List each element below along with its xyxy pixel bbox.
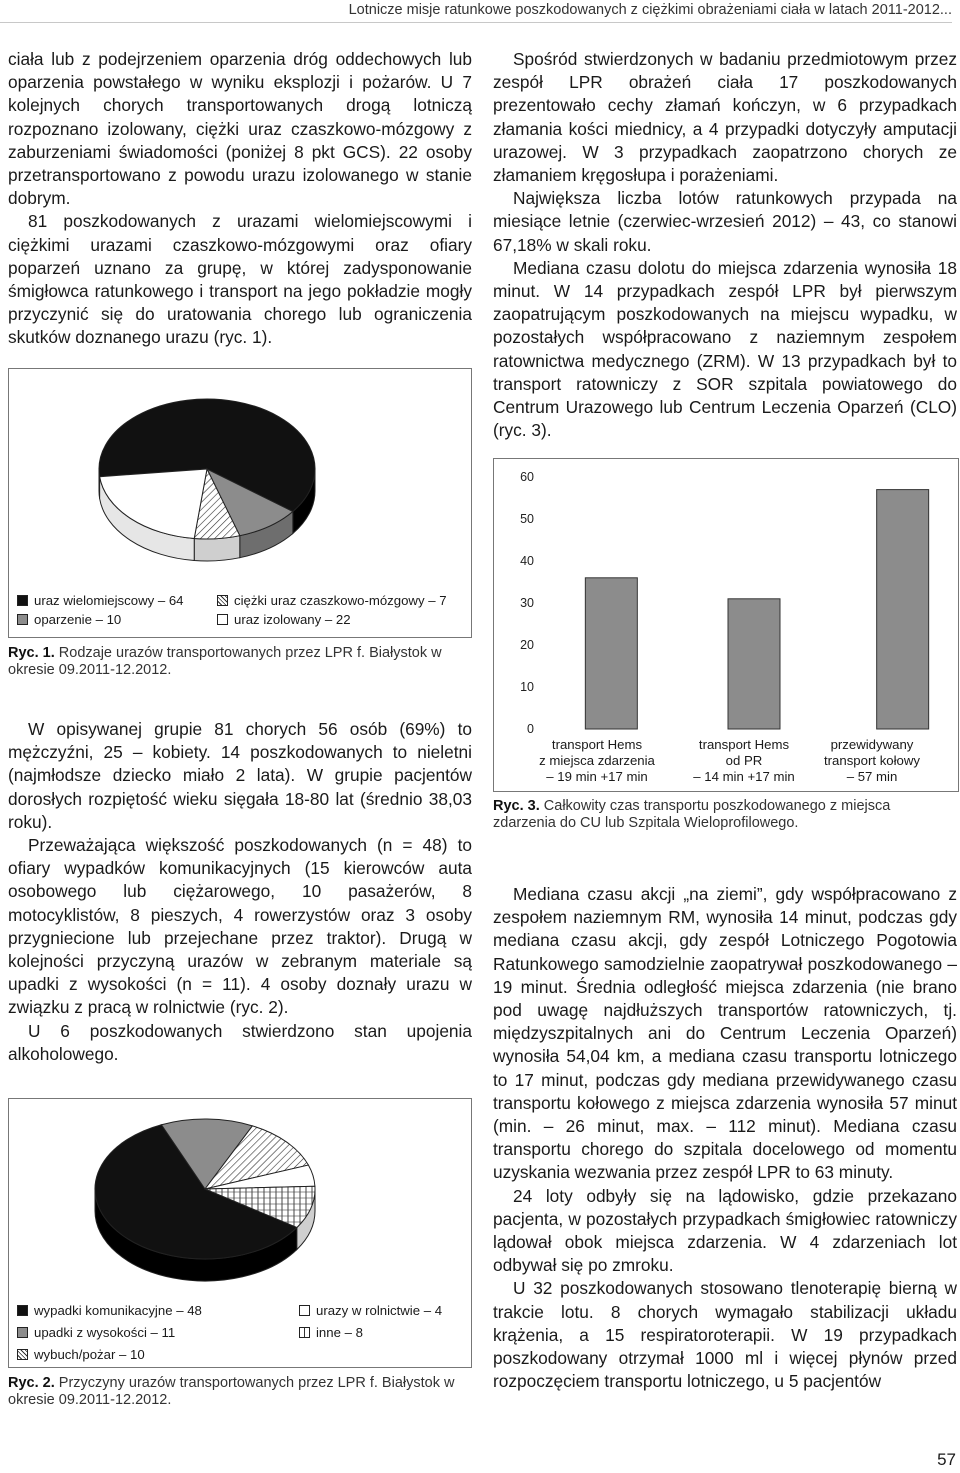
x-label-line: transport Hems — [698, 737, 790, 752]
legend-item — [17, 1347, 145, 1363]
x-label-line: – 57 min — [846, 769, 898, 784]
left-column-middle-text — [8, 718, 472, 1066]
figure-2-pie-chart — [8, 1098, 472, 1368]
legend-swatch — [217, 614, 228, 625]
x-label-line: od PR — [725, 753, 763, 768]
caption-text: Rodzaje urazów transportowanych przez LPR f. Białystok w okresie 09.2011-12.2012. — [8, 645, 442, 678]
paragraph: U 32 poszkodowanych stosowano tlenoterapię bierną w trakcie lotu. 8 chorych wymagało stabilizacji układu krążenia, a 15 respiratoroterapii. W 19 przypadkach poszkodowany otrzymał 1000 ml i więcej płynów przed rozpoczęciem transportu lotniczego, u 5 pacjentów — [493, 1278, 957, 1392]
legend-label: inne – 8 — [316, 1325, 363, 1340]
legend-label: wypadki komunikacyjne – 48 — [34, 1303, 202, 1318]
running-head-text: Lotnicze misje ratunkowe poszkodowanych z ciężkimi obrażeniami ciała w latach 2011-2012... — [348, 2, 952, 18]
paragraph: ciała lub z podejrzeniem oparzenia dróg oddechowych lub oparzenia powstałego w wyniku eksplozji i pożarów. U 7 kolejnych chorych transportowanych drogą lotniczą rozpoznano izolowany, ciężki uraz czaszkowo-mózgowy z zaburzeniami świadomości (poniżej 8 pkt GCS). 22 osoby przetransportowano z powodu urazu izolowanego w stanie dobrym. — [8, 49, 472, 209]
x-label-line: – 14 min +17 min — [693, 769, 795, 784]
paragraph: Przeważająca większość poszkodowanych (n = 48) to ofiary wypadków komunikacyjnych (15 kierowców auta osobowego lub ciężarowego, 10 pasażerów, 8 motocyklistów, 8 pieszych, 4 rowerzystów oraz 3 osoby przygniecione lub przejechane przez traktor). Drugą w kolejności przyczyną urazów w zebranym materiale są upadki z wysokości (n = 11). 4 osoby doznały urazu w związku z pracą w rolnictwie (ryc. 2). — [8, 835, 472, 1018]
legend-item — [17, 1303, 202, 1319]
legend-item — [299, 1325, 363, 1341]
y-tick-label: 0 — [527, 722, 534, 736]
x-label-line: transport kołowy — [823, 753, 920, 768]
figure-2-caption — [8, 1375, 472, 1409]
legend-swatch — [17, 1349, 28, 1360]
x-label-line: z miejsca zdarzenia — [539, 753, 655, 768]
caption-text: Przyczyny urazów transportowanych przez LPR f. Białystok w okresie 09.2011-12.2012. — [8, 1375, 455, 1408]
caption-label: Ryc. 3. — [493, 798, 540, 814]
legend-swatch — [17, 1305, 28, 1316]
legend-swatch — [299, 1305, 310, 1316]
y-tick-label: 60 — [520, 470, 534, 484]
paragraph: W opisywanej grupie 81 chorych 56 osób (69%) to mężczyźni, 25 – kobiety. 14 poszkodowanych to nieletni (najmłodsze dziecko miało 2 lata). W grupie pacjentów dorosłych rozpiętość wieku sięgała 18-80 lat (średnio 38,03 roku). — [8, 719, 472, 832]
left-column-top-text — [8, 48, 472, 350]
legend-item — [17, 593, 184, 609]
legend-item — [17, 612, 121, 628]
y-tick-label: 30 — [520, 596, 534, 610]
figure-1-caption — [8, 645, 472, 679]
legend-label: upadki z wysokości – 11 — [34, 1325, 176, 1340]
x-label-line: – 19 min +17 min — [546, 769, 648, 784]
legend-item — [17, 1325, 175, 1341]
page-number: 57 — [937, 1450, 956, 1469]
legend-label: ciężki uraz czaszkowo-mózgowy – 7 — [234, 593, 447, 608]
legend-swatch — [217, 595, 228, 606]
right-column-bottom-text — [493, 883, 957, 1393]
figure-1-legend — [9, 369, 471, 637]
paragraph: Największa liczba lotów ratunkowych przypada na miesiące letnie (czerwiec-wrzesień 2012) – 43, co stanowi 67,18% w skali roku. — [493, 188, 957, 255]
x-label-line: transport Hems — [551, 737, 643, 752]
y-tick-label: 50 — [520, 512, 534, 526]
right-column-top-text — [493, 48, 957, 442]
bar — [877, 490, 929, 729]
legend-label: uraz wielomiejscowy – 64 — [34, 593, 184, 608]
legend-label: wybuch/pożar – 10 — [34, 1347, 145, 1362]
x-label-line: przewidywany — [830, 737, 914, 752]
legend-label: oparzenie – 10 — [34, 612, 122, 627]
legend-item — [217, 612, 351, 628]
bar-chart-svg — [494, 459, 958, 749]
caption-text: Całkowity czas transportu poszkodowanego z miejsca zdarzenia do CU lub Szpitala Wieloprofilowego. — [493, 798, 891, 831]
y-tick-label: 20 — [520, 638, 534, 652]
legend-swatch — [17, 1327, 28, 1338]
figure-2-legend — [9, 1099, 471, 1367]
paragraph: Mediana czasu akcji „na ziemi”, gdy współpracowano z zespołem naziemnym RM, wynosiła 14 minut, podczas gdy mediana czasu akcji, gdy zespół Lotniczego Pogotowia Ratunkowego samodzielnie zaopatrywał poszkodowanego – 19 minut. Średnia odległość miejsca zdarzenia (nie brano pod uwagę najdłuższych transportów ratowniczych, tj. międzyszpitalnych ani do Centrum Leczenia Oparzeń) wynosiła 54,04 km, a mediana czasu transportu lotniczego to 17 minut, podczas gdy mediana przewidywanego czasu transportu kołowego z miejsca zdarzenia wynosiła 57 minut (min. – 26 minut, max. – 112 minut). Mediana czasu transportu chorego do szpitala docelowego od momentu uzyskania wezwania przez zespół LPR to 63 minuty. — [493, 884, 957, 1183]
paragraph: 24 loty odbyły się na lądowisko, gdzie przekazano pacjenta, w pozostałych przypadkach śmigłowiec ratowniczy lądował obok miejsca zdarzenia. W 4 zdarzeniach lot odbywał się po zmroku. — [493, 1185, 957, 1276]
figure-1-pie-chart — [8, 368, 472, 638]
running-head — [0, 0, 952, 23]
legend-swatch — [17, 595, 28, 606]
caption-label: Ryc. 1. — [8, 645, 55, 661]
legend-item — [217, 593, 447, 609]
paragraph: 81 poszkodowanych z urazami wielomiejscowymi i ciężkimi urazami czaszkowo-mózgowymi oraz ofiary poparzeń uznano za grupę, w której zadysponowanie śmigłowca ratunkowego i transport na jego pokładzie mogły przyczynić się do uratowania chorego lub ograniczenia skutków doznanego urazu (ryc. 1). — [8, 211, 472, 348]
caption-label: Ryc. 2. — [8, 1375, 55, 1391]
legend-swatch — [299, 1327, 310, 1338]
bar — [585, 578, 637, 729]
paragraph: Spośród stwierdzonych w badaniu przedmiotowym przez zespół LPR obrażeń ciała 17 poszkodowanych prezentowało cechy złamań kończyn, w 6 przypadkach złamania kości miednicy, a 4 przypadki dotyczyły amputacji urazowej. W 3 przypadkach zaopatrzono chorych ze złamaniem kręgosłupa i porażeniami. — [493, 49, 957, 186]
legend-item — [299, 1303, 442, 1319]
y-tick-label: 40 — [520, 554, 534, 568]
bar — [728, 599, 780, 729]
figure-3-bar-chart — [493, 458, 959, 792]
figure-3-caption — [493, 798, 957, 832]
x-axis-label-2 — [674, 737, 814, 785]
paragraph: U 6 poszkodowanych stwierdzono stan upojenia alkoholowego. — [8, 1020, 472, 1064]
x-axis-label-3 — [802, 737, 942, 785]
x-axis-label-1 — [527, 737, 667, 785]
paragraph: Mediana czasu dolotu do miejsca zdarzenia wynosiła 18 minut. W 14 przypadkach zespół LPR był pierwszym zaopatrującym poszkodowanych na miejscu wypadku, w pozostałych współpracowano z naziemnym zespołem ratownictwa medycznego (ZRM). W 13 przypadkach był to transport ratowniczy z SOR szpitala powiatowego do Centrum Urazowego lub Centrum Leczenia Oparzeń (CLO) (ryc. 3). — [493, 257, 957, 441]
legend-label: uraz izolowany – 22 — [234, 612, 351, 627]
y-tick-label: 10 — [520, 680, 534, 694]
legend-swatch — [17, 614, 28, 625]
legend-label: urazy w rolnictwie – 4 — [316, 1303, 443, 1318]
